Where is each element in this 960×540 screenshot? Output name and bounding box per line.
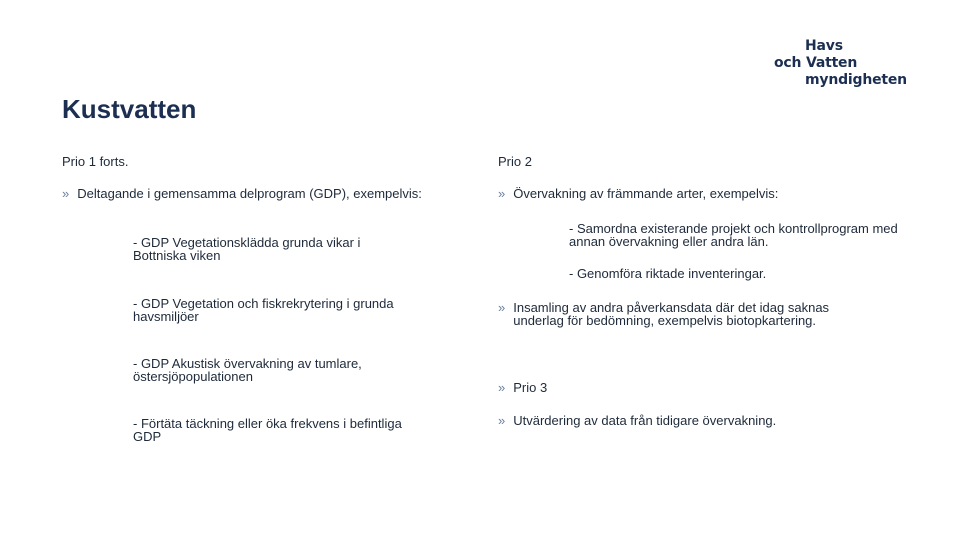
logo-line-2: och Vatten [774, 55, 858, 71]
bullet-icon: » [498, 380, 506, 395]
right-item-4-text: Utvärdering av data från tidigare övervakning. [513, 413, 777, 428]
left-sub-item-1: - GDP Vegetationsklädda grunda vikar i Bottniska viken [133, 235, 361, 263]
right-item-4 [498, 414, 776, 427]
left-sub-item-3: - GDP Akustisk övervakning av tumlare, östersjöpopulationen [133, 356, 362, 384]
right-sub-item-2: - Genomföra riktade inventeringar. [569, 266, 767, 281]
right-heading: Prio 2 [498, 154, 532, 169]
bullet-icon: » [498, 186, 506, 201]
left-sub-item-4: - Förtäta täckning eller öka frekvens i befintliga GDP [133, 416, 402, 444]
right-item-2 [498, 301, 868, 327]
left-main-item [62, 187, 422, 200]
right-item-1-text: Övervakning av främmande arter, exempelvis: [513, 186, 779, 201]
left-sub-item-2: - GDP Vegetation och fiskrekrytering i grunda havsmiljöer [133, 296, 394, 324]
right-item-1 [498, 187, 778, 200]
left-main-text: Deltagande i gemensamma delprogram (GDP), exempelvis: [77, 186, 422, 201]
bullet-icon: » [62, 186, 70, 201]
logo-line-3: myndigheten [805, 72, 907, 88]
logo [774, 38, 924, 89]
page-title: Kustvatten [62, 94, 197, 124]
right-item-3 [498, 381, 547, 394]
right-item-3-text: Prio 3 [513, 380, 548, 395]
right-item-2-text: Insamling av andra påverkansdata där det idag saknas underlag för bedömning, exempelvis biotopkartering. [513, 300, 830, 328]
left-heading: Prio 1 forts. [62, 154, 129, 169]
bullet-icon: » [498, 413, 506, 428]
right-sub-item-1: - Samordna existerande projekt och kontrollprogram med annan övervakning eller andra län. [569, 221, 898, 249]
logo-line-1: Havs [805, 38, 843, 54]
bullet-icon: » [498, 300, 506, 315]
